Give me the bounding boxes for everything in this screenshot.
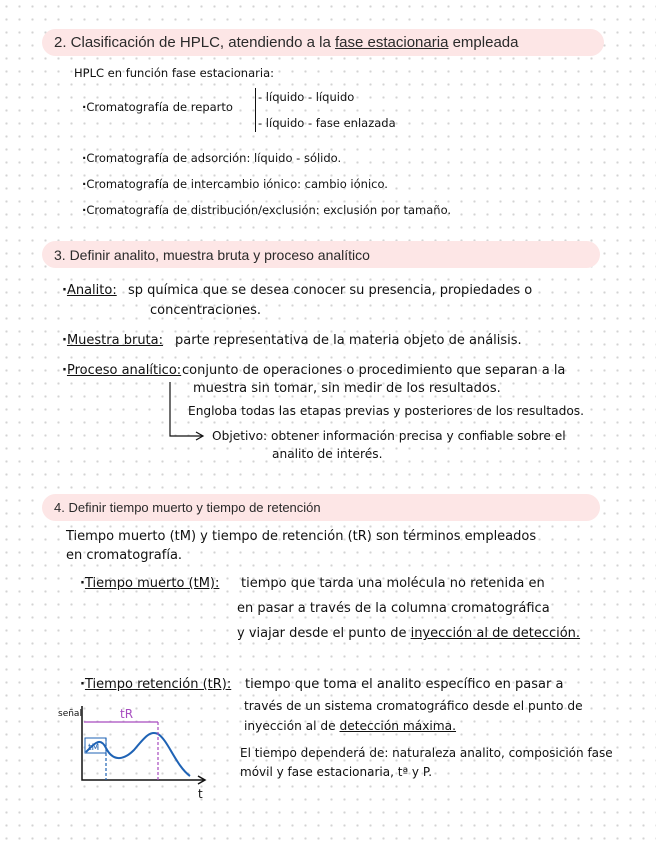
reparto-bracket (255, 88, 256, 132)
objetivo-arrow (168, 382, 208, 442)
depends-line-1: El tiempo dependerá de: naturaleza analito, composición fase (240, 746, 613, 760)
analito-def-1: sp química que se desea conocer su presencia, propiedades o (128, 283, 533, 298)
section-2-heading-underlined: fase estacionaria (335, 34, 449, 51)
graph-xlabel: t (198, 787, 203, 801)
intercambio-line: · Cromatografía de intercambio iónico: cambio iónico. (82, 177, 388, 191)
chromatogram-sketch (58, 704, 218, 800)
tr-term-text: Tiempo retención (tR): (84, 677, 232, 692)
proceso-term (62, 363, 181, 378)
chromatogram-curve (86, 733, 190, 776)
objetivo-line-1: Objetivo: obtener información precisa y confiable sobre el (212, 429, 566, 443)
section-3-heading-text: 3. Definir analito, muestra bruta y proceso analítico (54, 246, 370, 263)
tm-def-3 (237, 626, 580, 641)
analito-term-text: Analito: (66, 283, 117, 298)
analito-def-2: concentraciones. (150, 303, 261, 318)
section-3-heading (42, 241, 600, 268)
graph-ylabel: señal (58, 709, 82, 719)
section-4-intro-2: en cromatografía. (66, 548, 183, 563)
adsorcion-line: · Cromatografía de adsorción: líquido - sólido. (82, 151, 341, 165)
tm-term-text: Tiempo muerto (tM): (84, 576, 220, 591)
tr-def-3 (244, 719, 456, 733)
proceso-def-3: Engloba todas las etapas previas y posteriores de los resultados. (188, 404, 585, 418)
distribucion-line: · Cromatografía de distribución/exclusión: exclusión por tamaño. (82, 203, 451, 217)
tr-def-3-a: inyección al de (244, 719, 336, 733)
tr-def-3-b: detección máxima. (339, 719, 457, 733)
tr-def-1: tiempo que toma el analito específico en pasar a (245, 677, 564, 692)
objetivo-line-2: analito de interés. (272, 447, 383, 461)
reparto-option-2: - líquido - fase enlazada (258, 116, 396, 130)
reparto-label: · Cromatografía de reparto (82, 100, 233, 114)
tm-def-1: tiempo que tarda una molécula no retenida en (241, 576, 545, 591)
section-2-heading-text: 2. Clasificación de HPLC, atendiendo a la (54, 34, 331, 51)
tr-term (80, 677, 231, 692)
proceso-def-1: conjunto de operaciones o procedimiento que separan a la (182, 363, 566, 378)
muestra-term (62, 333, 163, 348)
muestra-term-text: Muestra bruta: (66, 333, 163, 348)
depends-line-2: móvil y fase estacionaria, tª y P. (240, 765, 433, 779)
section-4-heading (42, 494, 600, 521)
section-2-heading-tail: empleada (452, 34, 519, 51)
section-2-heading (42, 29, 604, 56)
analito-term (62, 283, 117, 298)
tm-def-2: en pasar a través de la columna cromatográfica (237, 601, 550, 616)
reparto-option-1: - líquido - líquido (258, 90, 355, 104)
graph-tm-label: tM (88, 743, 100, 753)
proceso-term-text: Proceso analítico: (66, 363, 182, 378)
tm-term (80, 576, 219, 591)
hplc-intro: HPLC en función fase estacionaria: (74, 66, 274, 80)
section-4-heading-text: 4. Definir tiempo muerto y tiempo de retención (54, 500, 321, 515)
graph-tr-label: tR (120, 707, 134, 721)
tm-def-3-b: inyección al de detección. (410, 626, 581, 641)
muestra-def: parte representativa de la materia objeto de análisis. (175, 333, 522, 348)
section-4-intro-1: Tiempo muerto (tM) y tiempo de retención (tR) son términos empleados (66, 529, 537, 544)
proceso-def-2: muestra sin tomar, sin medir de los resultados. (193, 381, 501, 396)
tr-def-2: través de un sistema cromatográfico desde el punto de (244, 699, 583, 713)
tm-def-3-a: y viajar desde el punto de (237, 626, 407, 641)
